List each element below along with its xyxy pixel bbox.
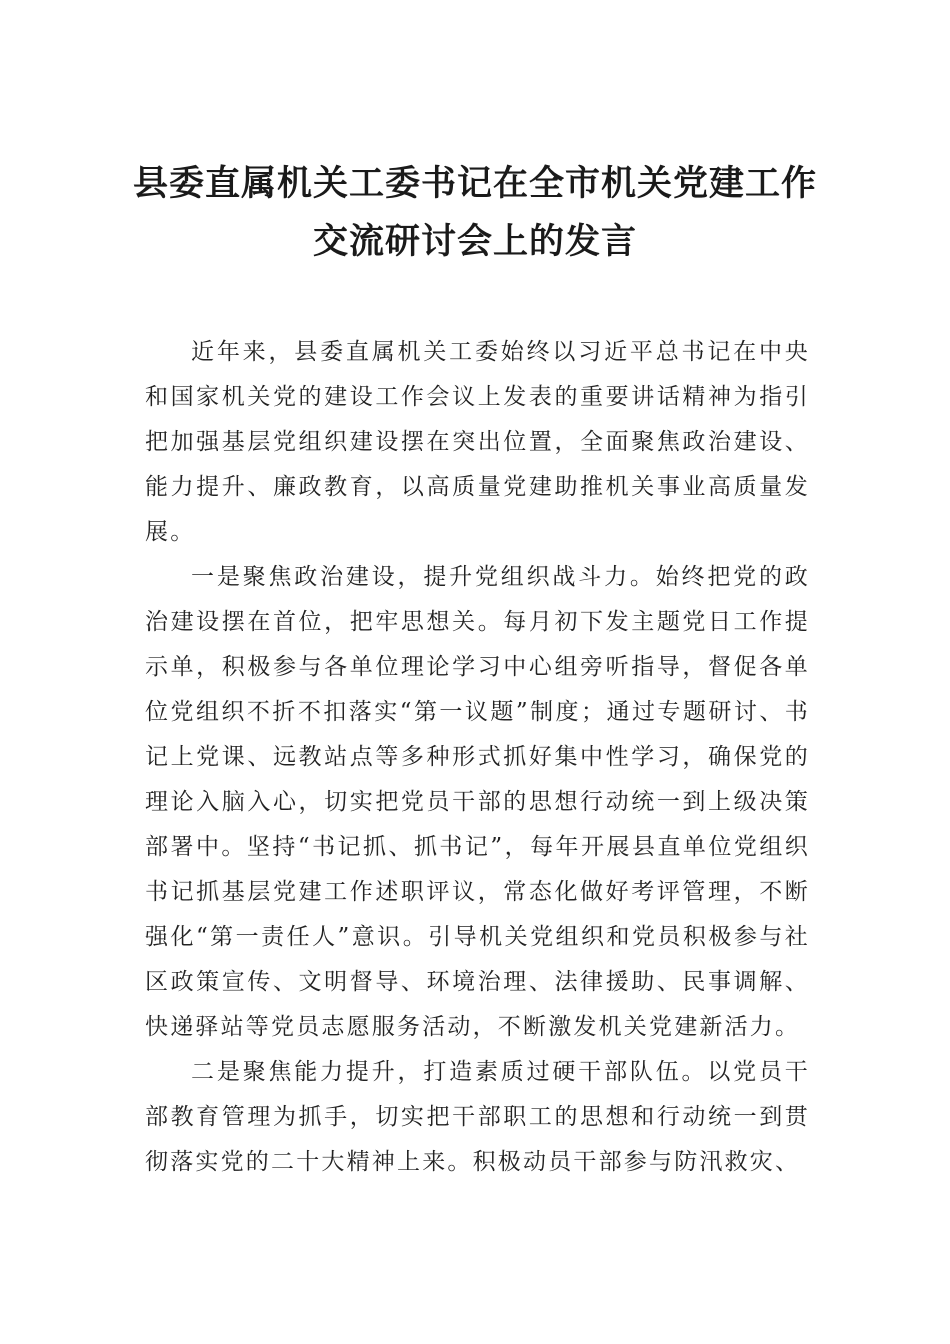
paragraph-capability: 二是聚焦能力提升，打造素质过硬干部队伍。以党员干部教育管理为抓手，切实把干部职工的思想和行动统一到贯彻落实党的二十大精神上来。积极动员干部参与防汛救灾、: [145, 1059, 810, 1175]
document-body: [145, 330, 810, 1185]
document-title: 县委直属机关工委书记在全市机关党建工作交流研讨会上的发言: [132, 163, 817, 262]
paragraph-intro: 近年来，县委直属机关工委始终以习近平总书记在中央和国家机关党的建设工作会议上发表的重要讲话精神为指引把加强基层党组织建设摆在突出位置，全面聚焦政治建设、能力提升、廉政教育，以高质量党建助推机关事业高质量发展。: [145, 339, 810, 545]
paragraph-political-building: 一是聚焦政治建设，提升党组织战斗力。始终把党的政治建设摆在首位，把牢思想关。每月初下发主题党日工作提示单，积极参与各单位理论学习中心组旁听指导，督促各单位党组织不折不扣落实“第一议题”制度；通过专题研讨、书记上党课、远教站点等多种形式抓好集中性学习，确保党的理论入脑入心，切实把党员干部的思想行动统一到上级决策部署中。坚持“书记抓、抓书记”，每年开展县直单位党组织书记抓基层党建工作述职评议，常态化做好考评管理，不断强化“第一责任人”意识。引导机关党组织和党员积极参与社区政策宣传、文明督导、环境治理、法律援助、民事调解、快递驿站等党员志愿服务活动，不断激发机关党建新活力。: [145, 564, 810, 1040]
